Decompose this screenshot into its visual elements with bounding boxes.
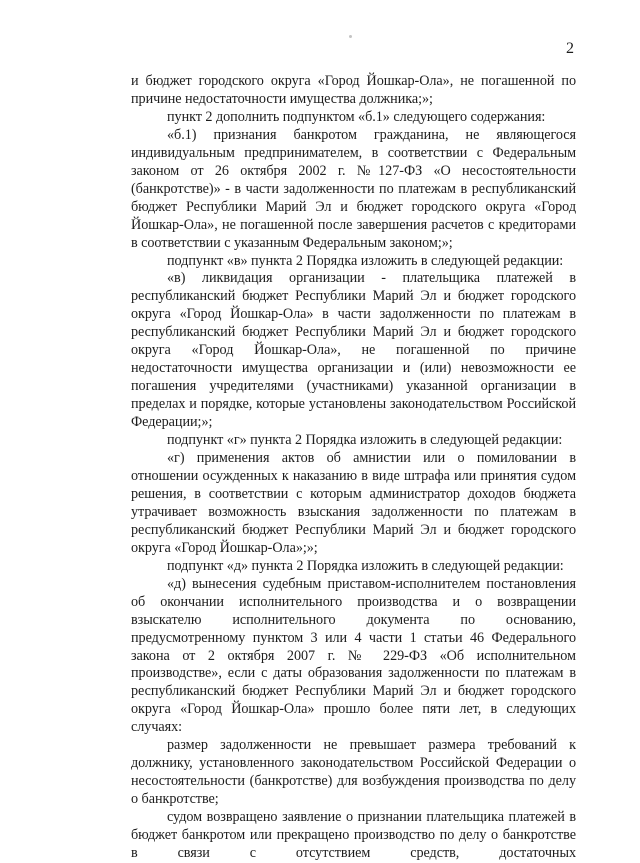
- paragraph-7: «г) применения актов об амнистии или о помиловании в отношении осужденных к наказанию в виде штрафа или принятия судом решения, в соответствии с которым администратор доходов бюджета утрачивает возможность взыскания задолженности по платежам в республиканский бюджет Республики Марий Эл и бюджет городского округа «Город Йошкар-Ола»;»;: [131, 450, 576, 556]
- paragraph-1: и бюджет городского округа «Город Йошкар-Ола», не погашенной по причине недостаточности имущества должника;»;: [131, 73, 576, 107]
- paragraph-5: «в) ликвидация организации - плательщика платежей в республиканский бюджет Республики Марий Эл и бюджет городского округа «Город Йошкар-Ола» в части задолженности по платежам в республиканский бюджет Республики Марий Эл и бюджет городского округа «Город Йошкар-Ола», не погашенной по причине недостаточности имущества организации и (или) невозможности ее погашения учредителями (участниками) указанной организации в пределах и порядке, которые установлены законодательством Российской Федерации;»;: [131, 270, 576, 431]
- paragraph-3: «б.1) признания банкротом гражданина, не являющегося индивидуальным предпринимателем, в соответствии с Федеральным законом от 26 октября 2002 г. №127-ФЗ «О несостоятельности (банкротстве)» - в части задолженности по платежам в республиканский бюджет Республики Марий Эл и бюджет городского округа «Город Йошкар-Ола», не погашенной после завершения расчетов с кредиторами в соответствии с указанным Федеральным законом;»;: [131, 126, 576, 251]
- paragraph-9: «д) вынесения судебным приставом-исполнителем постановления об окончании исполнительного производства и о возвращении взыскателю исполнительного документа по основанию, предусмотренному пунктом 3 или 4 части 1 статьи 46 Федерального закона от 2 октября 2007 г. № 229-ФЗ «Об исполнительном производстве», если с даты образования задолженности по платежам в республиканский бюджет Республики Марий Эл и бюджет городского округа «Город Йошкар-Ола» прошло более пяти лет, в следующих случаях:: [131, 575, 576, 736]
- paragraph-8: подпункт «д» пункта 2 Порядка изложить в следующей редакции:: [167, 557, 564, 574]
- paragraph-11: судом возвращено заявление о признании плательщика платежей в бюджет банкротом или прекращено производство по делу о банкротстве в связи с отсутствием средств, достаточных: [131, 809, 576, 861]
- paragraph-2: пункт 2 дополнить подпунктом «б.1» следующего содержания:: [167, 108, 546, 125]
- page-number: 2: [566, 40, 574, 57]
- paragraph-10: размер задолженности не превышает размера требований к должнику, установленного законодательством Российской Федерации о несостоятельности (банкротстве) для возбуждения производства по делу о банкротстве;: [131, 737, 576, 808]
- scan-dot: [349, 35, 352, 38]
- body-text: [131, 73, 576, 863]
- paragraph-4: подпункт «в» пункта 2 Порядка изложить в следующей редакции:: [167, 252, 564, 269]
- paragraph-6: подпункт «г» пункта 2 Порядка изложить в следующей редакции:: [167, 432, 563, 449]
